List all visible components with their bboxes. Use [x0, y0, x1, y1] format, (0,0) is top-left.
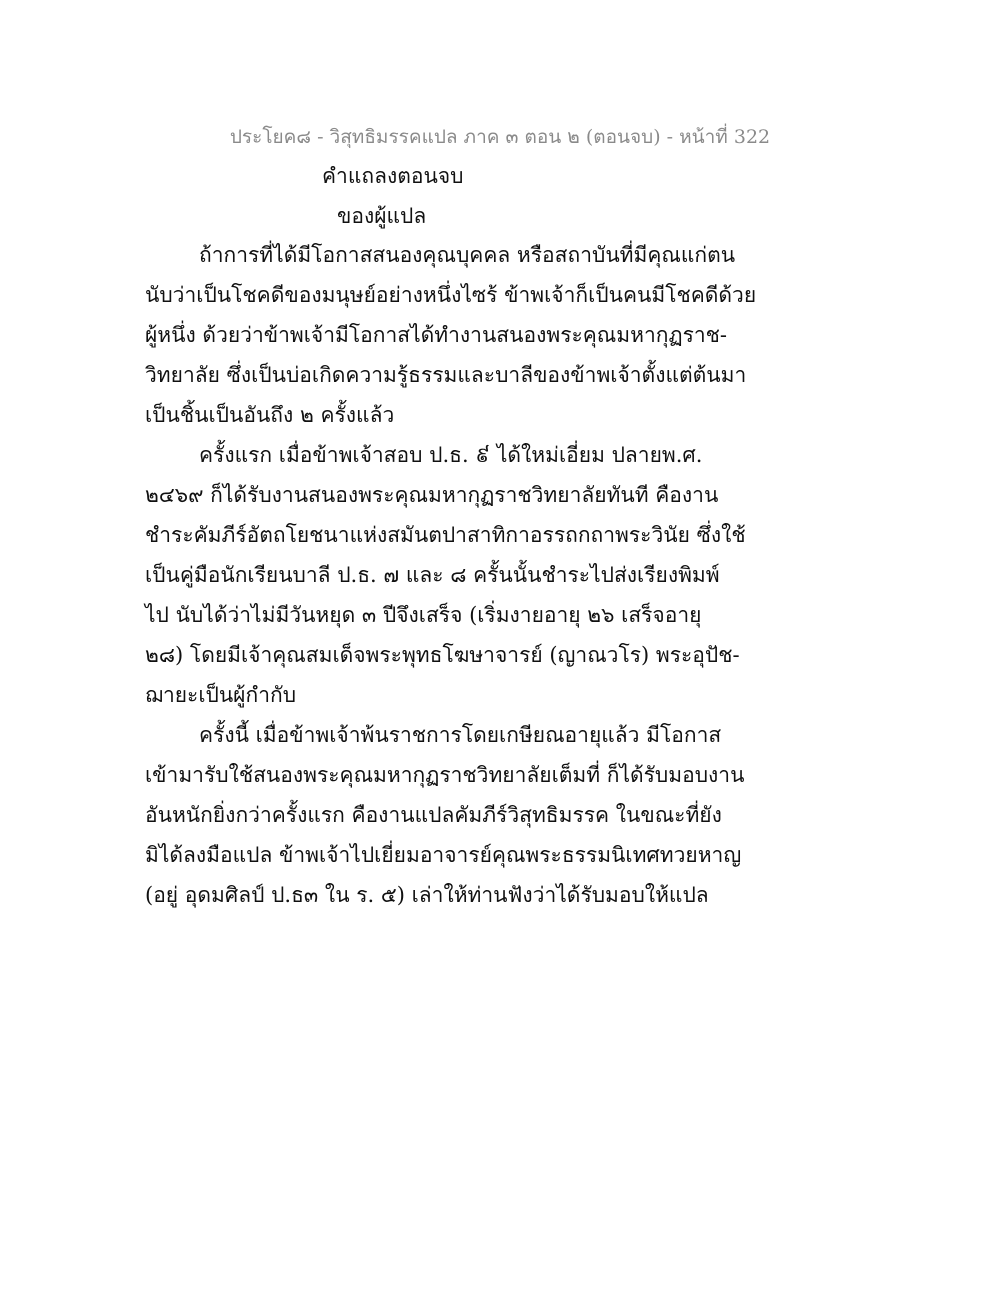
text-line: มิได้ลงมือแปล ข้าพเจ้าไปเยี่ยมอาจารย์คุณพระธรรมนิเทศทวยหาญ — [145, 843, 742, 867]
text-line: เป็นคู่มือนักเรียนบาลี ป.ธ. ๗ และ ๘ ครั้นนั้นชำระไปส่งเรียงพิมพ์ — [145, 563, 720, 587]
text-line: ครั้งแรก เมื่อข้าพเจ้าสอบ ป.ธ. ៩ ได้ใหม่เอี่ยม ปลายพ.ศ. — [199, 443, 703, 467]
text-line: ครั้งนี้ เมื่อข้าพเจ้าพ้นราชการโดยเกษียณอายุแล้ว มีโอกาส — [199, 723, 722, 747]
text-line: ๒๘) โดยมีเจ้าคุณสมเด็จพระพุทธโฆษาจารย์ (ญาณวโร) พระอุปัช- — [145, 643, 740, 667]
section-heading-line-1: คำแถลงตอนจบ — [322, 164, 464, 188]
body-text — [145, 235, 757, 915]
text-line: วิทยาลัย ซึ่งเป็นบ่อเกิดความรู้ธรรมและบาลีของข้าพเจ้าตั้งแต่ต้นมา — [145, 363, 747, 387]
text-line: ไป นับได้ว่าไม่มีวันหยุด ๓ ปีจึงเสร็จ (เริ่มงายอายุ ๒๖ เสร็จอายุ — [145, 603, 702, 627]
text-line: เข้ามารับใช้สนองพระคุณมหากุฏราชวิทยาลัยเต็มที่ ก็ได้รับมอบงาน — [145, 763, 745, 787]
text-line: ถ้าการที่ได้มีโอกาสสนองคุณบุคคล หรือสถาบันที่มีคุณแก่ตน — [199, 243, 736, 267]
paragraph-2 — [145, 435, 746, 715]
text-line: (อยู่ อุดมศิลป์ ป.ธ๓ ใน ร. ๕) เล่าให้ท่านฟังว่าได้รับมอบให้แปล — [145, 883, 709, 907]
section-heading-line-2: ของผู้แปล — [337, 204, 427, 228]
page-running-header: ประโยค๘ - วิสุทธิมรรคแปล ภาค ๓ ตอน ๒ (ตอนจบ) - หน้าที่ 322 — [229, 126, 771, 148]
text-line: นับว่าเป็นโชคดีของมนุษย์อย่างหนึ่งไซร้ ข้าพเจ้าก็เป็นคนมีโชคดีด้วย — [145, 283, 757, 307]
text-line: ผู้หนึ่ง ด้วยว่าข้าพเจ้ามีโอกาสได้ทำงานสนองพระคุณมหากุฏราช- — [145, 323, 727, 347]
text-line: ฌายะเป็นผู้กำกับ — [145, 683, 297, 707]
text-line: ชำระคัมภีร์อัตถโยชนาแห่งสมันตปาสาทิกาอรรถกถาพระวินัย ซึ่งใช้ — [145, 523, 746, 547]
paragraph-1 — [145, 235, 757, 435]
paragraph-3 — [145, 715, 745, 915]
text-line: อันหนักยิ่งกว่าครั้งแรก คืองานแปลคัมภีร์วิสุทธิมรรค ในขณะที่ยัง — [145, 803, 722, 827]
text-line: เป็นชิ้นเป็นอันถึง ๒ ครั้งแล้ว — [145, 403, 395, 427]
text-line: ๒๔๖๙ ก็ได้รับงานสนองพระคุณมหากุฏราชวิทยาลัยทันที คืองาน — [145, 483, 719, 507]
